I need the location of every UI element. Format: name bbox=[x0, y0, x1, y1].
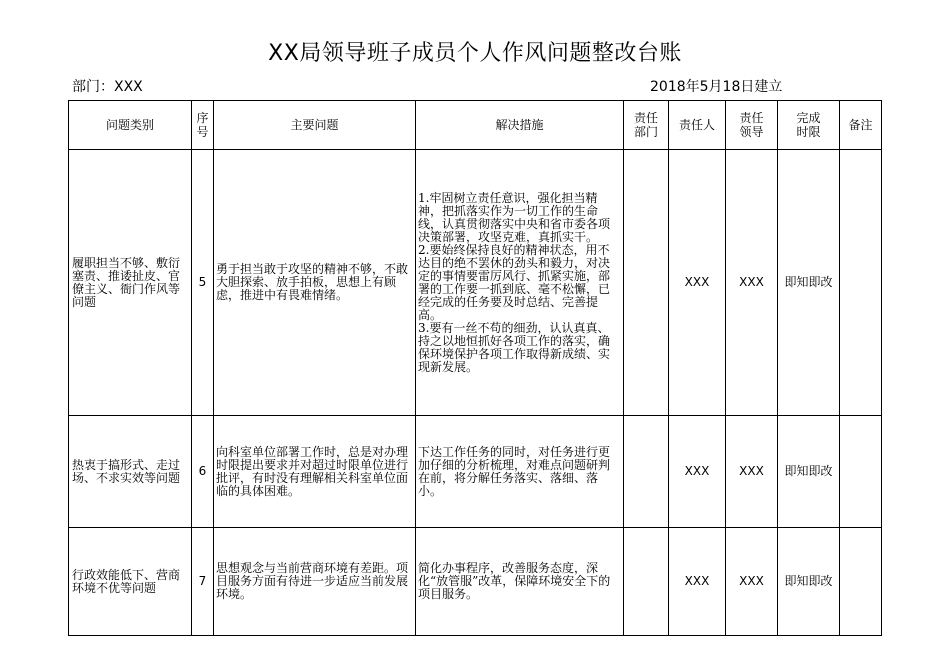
department-label: 部门：XXX bbox=[72, 79, 143, 95]
col-header-person: 责任人 bbox=[669, 101, 726, 150]
cell-problem: 向科室单位部署工作时，总是对办理时限提出要求并对超过时限单位进行批评，有时没有理解相关科室单位面临的具体困难。 bbox=[214, 416, 416, 528]
col-header-dept bbox=[624, 101, 669, 150]
cell-dept bbox=[624, 150, 669, 416]
col-header-seq bbox=[192, 101, 214, 150]
cell-deadline: 即知即改 bbox=[778, 528, 840, 636]
cell-leader: XXX bbox=[726, 150, 778, 416]
table-row bbox=[69, 416, 882, 528]
col-header-dept-text: 责任部门 bbox=[633, 111, 658, 139]
cell-problem: 勇于担当敢于攻坚的精神不够，不敢大胆探索、放手拍板，思想上有顾虑，推进中有畏难情绪。 bbox=[214, 150, 416, 416]
cell-measures bbox=[416, 150, 624, 416]
cell-measures bbox=[416, 416, 624, 528]
table-row bbox=[69, 150, 882, 416]
table-row bbox=[69, 528, 882, 636]
cell-leader: XXX bbox=[726, 528, 778, 636]
cell-deadline: 即知即改 bbox=[778, 150, 840, 416]
measure-item: 3.要有一丝不苟的细劲，认认真真、持之以地恒抓好各项工作的落实，确保环境保护各项工作取得新成绩、实现新发展。 bbox=[418, 320, 611, 374]
col-header-remark: 备注 bbox=[840, 101, 882, 150]
cell-measures bbox=[416, 528, 624, 636]
col-header-deadline-text: 完成时限 bbox=[796, 111, 821, 139]
cell-category: 行政效能低下、营商环境不优等问题 bbox=[69, 528, 192, 636]
cell-dept bbox=[624, 528, 669, 636]
col-header-category: 问题类别 bbox=[69, 101, 192, 150]
created-date: 2018年5月18日建立 bbox=[650, 79, 783, 95]
measure-item: 1.牢固树立责任意识，强化担当精神，把抓落实作为一切工作的生命线，认真贯彻落实中央和省市委各项决策部署，攻坚克难，真抓实干。 bbox=[418, 190, 611, 244]
cell-leader: XXX bbox=[726, 416, 778, 528]
measure-item: 简化办事程序，改善服务态度，深化“放管服”改革，保障环境安全下的项目服务。 bbox=[418, 561, 611, 601]
cell-person: XXX bbox=[669, 416, 726, 528]
cell-category: 热衷于搞形式、走过场、不求实效等问题 bbox=[69, 416, 192, 528]
cell-seq: 5 bbox=[192, 150, 214, 416]
col-header-seq-text: 序号 bbox=[196, 111, 209, 139]
rectification-ledger-table bbox=[68, 100, 882, 636]
cell-problem: 思想观念与当前营商环境有差距。项目服务方面有待进一步适应当前发展环境。 bbox=[214, 528, 416, 636]
page-title: XX局领导班子成员个人作风问题整改台账 bbox=[268, 41, 682, 66]
cell-remark bbox=[840, 416, 882, 528]
cell-person: XXX bbox=[669, 150, 726, 416]
cell-remark bbox=[840, 150, 882, 416]
col-header-leader bbox=[726, 101, 778, 150]
cell-person: XXX bbox=[669, 528, 726, 636]
measure-item: 下达工作任务的同时，对任务进行更加仔细的分析梳理，对难点问题研判在前，将分解任务落实、落细、落小。 bbox=[418, 444, 611, 498]
cell-deadline: 即知即改 bbox=[778, 416, 840, 528]
cell-dept bbox=[624, 416, 669, 528]
col-header-problem: 主要问题 bbox=[214, 101, 416, 150]
col-header-deadline bbox=[778, 101, 840, 150]
cell-seq: 7 bbox=[192, 528, 214, 636]
measure-item: 2.要始终保持良好的精神状态，用不达目的绝不罢休的劲头和毅力，对决定的事情要雷厉风行、抓紧实施，部署的工作要一抓到底、毫不松懈，已经完成的任务要及时总结、完善提高。 bbox=[418, 242, 611, 322]
col-header-measures: 解决措施 bbox=[416, 101, 624, 150]
cell-category: 履职担当不够、敷衍塞责、推诿扯皮、官僚主义、衙门作风等问题 bbox=[69, 150, 192, 416]
cell-seq: 6 bbox=[192, 416, 214, 528]
table-header-row bbox=[69, 101, 882, 150]
cell-remark bbox=[840, 528, 882, 636]
col-header-leader-text: 责任领导 bbox=[739, 111, 764, 139]
